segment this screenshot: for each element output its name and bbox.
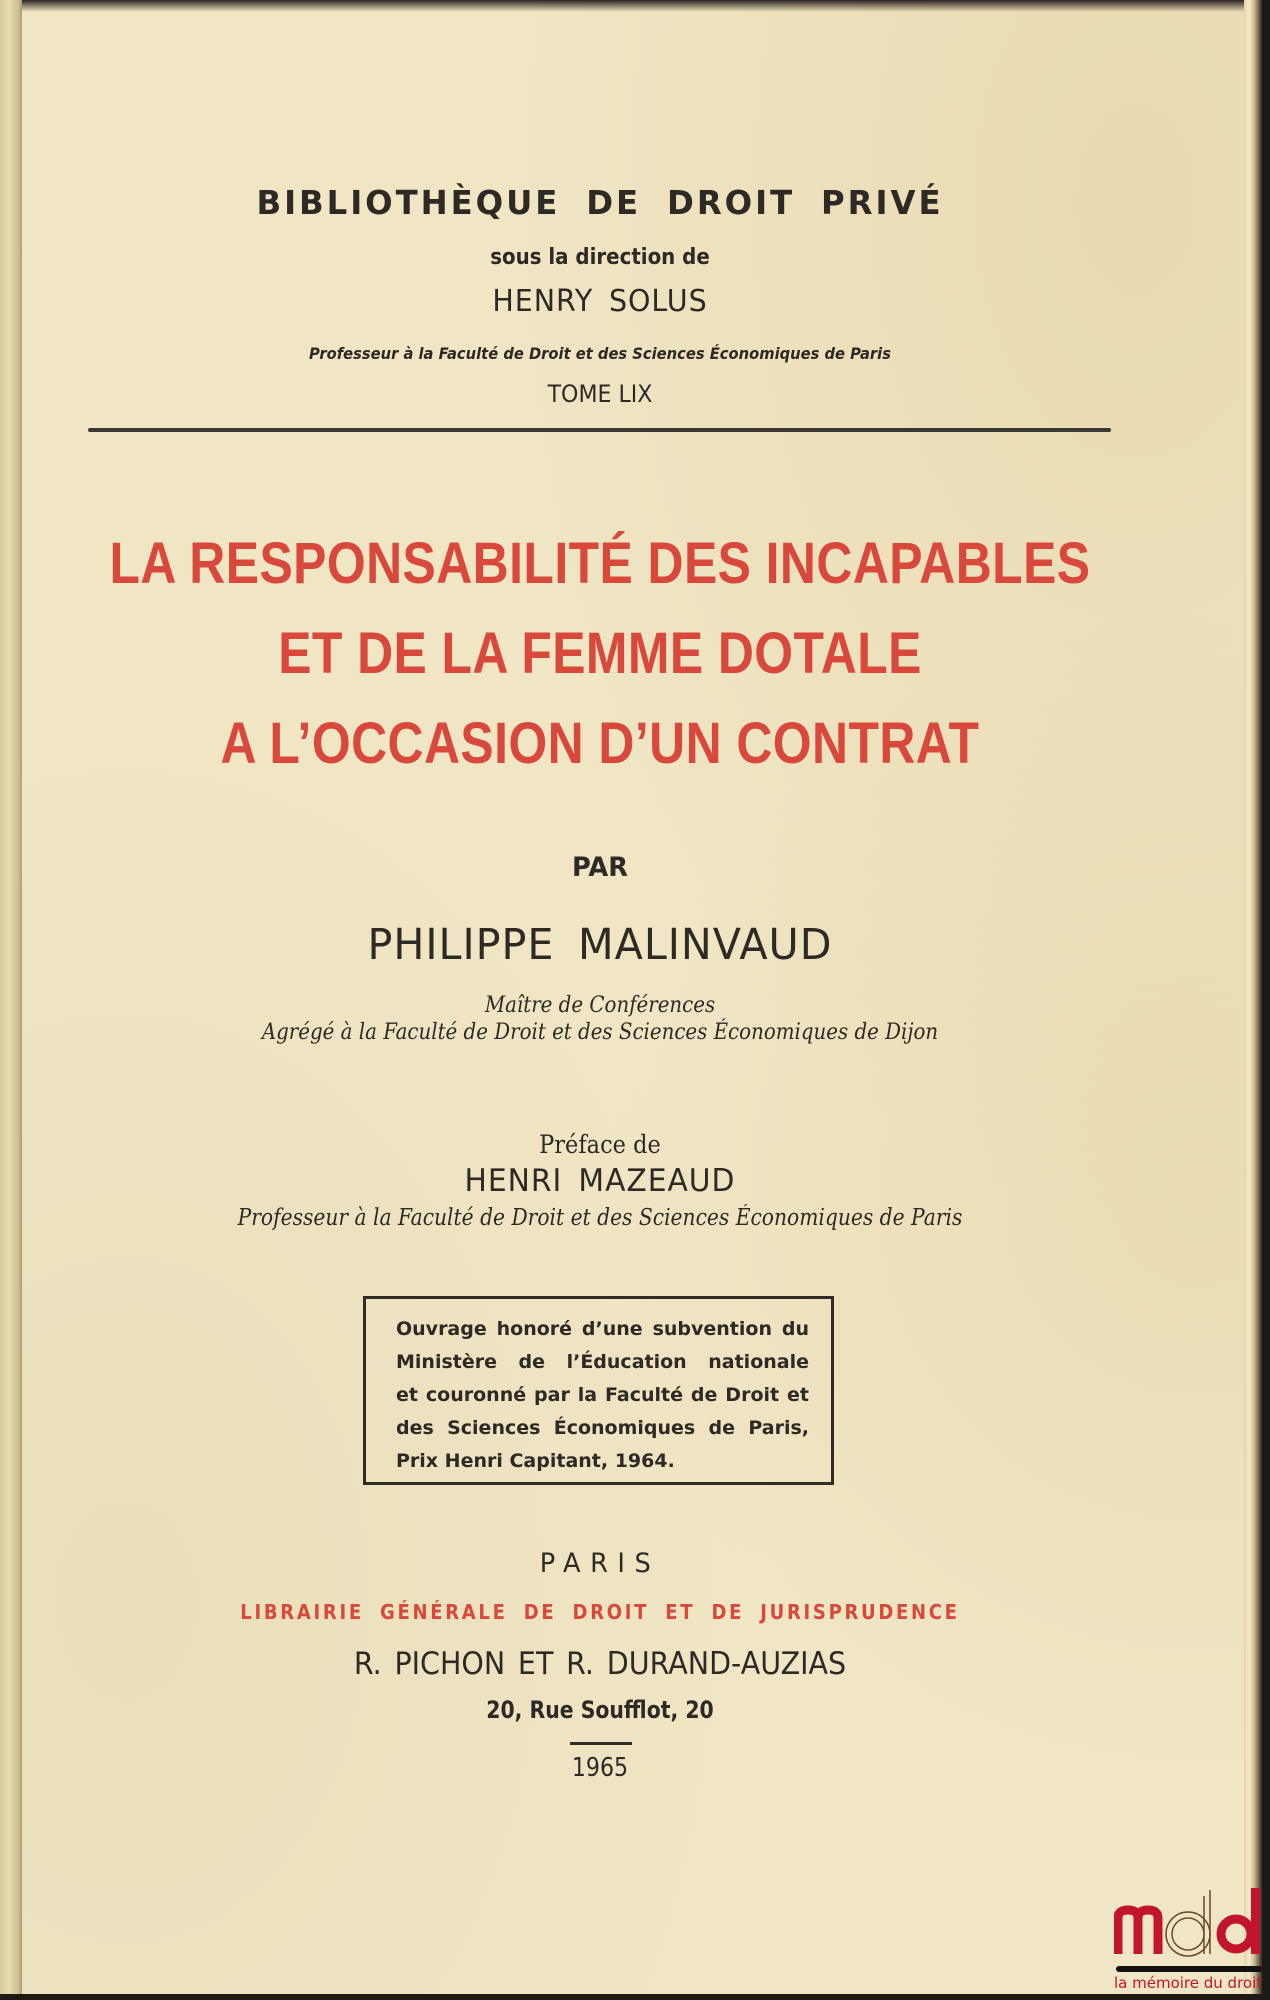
mdd-logo [1110,1888,1262,2000]
by-label: PAR [571,852,629,883]
preface-author-name: HENRI MAZEAUD [464,1163,736,1199]
page-edge [1244,0,1262,2000]
series-director: HENRY SOLUS [492,284,708,319]
publisher-owners: R. PICHON ET R. DURAND-AUZIAS [353,1646,847,1682]
series-subtitle: sous la direction de [490,245,710,270]
year-rule [570,1742,632,1745]
publication-year: 1965 [571,1753,629,1783]
honor-line: et couronné par la Faculté de Droit et [396,1384,809,1406]
publisher-name: LIBRAIRIE GÉNÉRALE DE DROIT ET DE JURISPRUDENCE [240,1600,960,1624]
honor-line: des Sciences Économiques de Paris, [396,1417,809,1439]
honor-line: Ministère de l’Éducation nationale [396,1351,809,1373]
book-title-line-3: A L’OCCASION D’UN CONTRAT [220,711,980,776]
author-affiliation: Agrégé à la Faculté de Droit et des Sciences Économiques de Dijon [261,1020,939,1045]
scan-bottom-shadow [0,1994,1262,2000]
series-title: BIBLIOTHÈQUE DE DROIT PRIVÉ [256,183,944,222]
book-title-line-1: LA RESPONSABILITÉ DES INCAPABLES [109,531,1091,596]
preface-author-affiliation: Professeur à la Faculté de Droit et des Sciences Économiques de Paris [237,1205,963,1231]
author-name: PHILIPPE MALINVAUD [367,920,833,970]
publisher-address: 20, Rue Soufflot, 20 [486,1696,714,1724]
mdd-logo-icon [1114,1888,1262,1958]
author-role: Maître de Conférences [484,993,716,1018]
honor-line: Prix Henri Capitant, 1964. [396,1450,675,1472]
logo-bar [1116,1966,1262,1972]
preface-label: Préface de [539,1130,661,1159]
logo-tagline: la mémoire du droit [1114,1974,1262,1992]
header-divider [88,428,1111,432]
honor-line: Ouvrage honoré d’une subvention du [396,1318,809,1340]
publisher-city: PARIS [539,1548,661,1579]
series-tome: TOME LIX [547,380,653,408]
series-director-title: Professeur à la Faculté de Droit et des Sciences Économiques de Paris [308,344,891,363]
honor-box [363,1296,834,1485]
book-title-line-2: ET DE LA FEMME DOTALE [278,621,922,686]
